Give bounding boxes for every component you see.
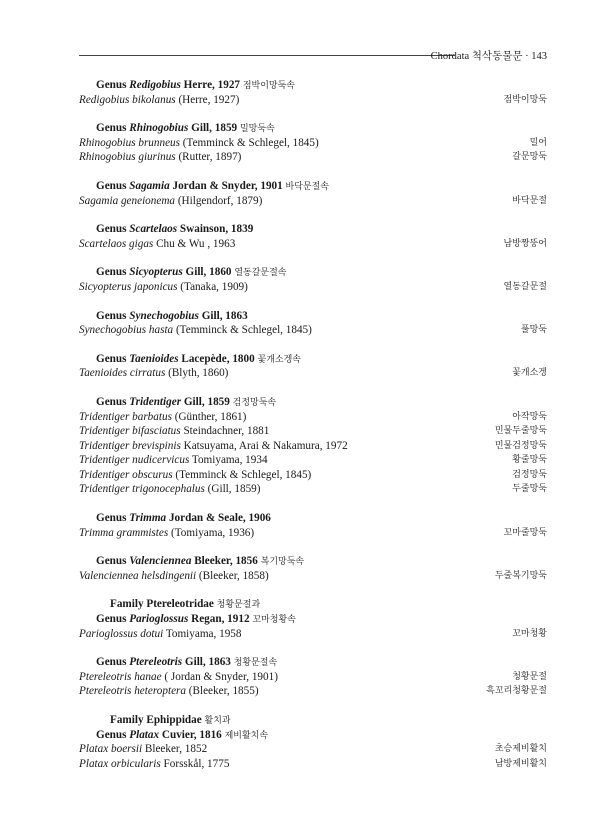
- species-name: Scartelaos gigas: [79, 237, 154, 250]
- species-korean-name: 꼬마청황: [512, 628, 547, 639]
- species-name: Redigobius bikolanus: [79, 93, 176, 106]
- species-korean-name: 바닥문절: [512, 195, 547, 206]
- species-korean-name: 꼬마줄망둑: [503, 527, 547, 538]
- species-name: Synechogobius hasta: [79, 324, 174, 337]
- family-name: Ephippidae: [146, 714, 202, 726]
- species-row: [79, 670, 547, 685]
- species-row: [79, 323, 547, 338]
- species-author: (Tanaka, 1909): [177, 280, 248, 293]
- genus-prefix: Genus: [96, 728, 130, 741]
- genus-prefix: Genus: [96, 122, 130, 135]
- species-korean-name: 검정망둑: [512, 469, 547, 480]
- species-korean-name: 두줄복기망둑: [494, 570, 547, 581]
- species-name: Rhinogobius brunneus: [79, 136, 180, 149]
- genus-name: Parioglossus: [129, 613, 189, 626]
- genus-name: Synechogobius: [129, 309, 199, 322]
- species-korean-name: 풀망둑: [520, 325, 547, 336]
- taxon-block: [79, 352, 547, 381]
- species-korean-name: 갈문망둑: [512, 152, 547, 163]
- species-korean-name: 밀어: [529, 137, 547, 148]
- genus-heading: [79, 352, 547, 367]
- species-author: Steindachner, 1881: [180, 425, 270, 438]
- genus-name: Rhinogobius: [129, 122, 189, 135]
- species-korean-name: 점박이망둑: [503, 94, 547, 105]
- genus-author: Bleeker, 1856: [191, 555, 258, 568]
- genus-heading: [79, 309, 547, 324]
- species-name: Tridentiger nudicervicus: [79, 454, 190, 467]
- genus-prefix: Genus: [96, 555, 130, 568]
- species-row: [79, 280, 547, 295]
- species-author: Chu & Wu , 1963: [153, 237, 236, 250]
- species-author: Tomiyama, 1934: [189, 454, 268, 467]
- taxon-block: [79, 121, 547, 165]
- species-author: (Rutter, 1897): [175, 151, 242, 164]
- genus-korean-name: 열동갈문절속: [234, 268, 287, 279]
- species-author: (Günther, 1861): [171, 410, 247, 423]
- genus-prefix: Genus: [96, 223, 130, 236]
- species-row: [79, 93, 547, 108]
- species-korean-name: 꽃개소겡: [512, 368, 547, 379]
- genus-heading: [79, 655, 547, 670]
- species-author: (Hilgendorf, 1879): [175, 194, 263, 207]
- species-row: [79, 627, 547, 642]
- species-name: Platax orbicularis: [79, 757, 161, 770]
- family-korean-name: 청황문절과: [216, 600, 261, 611]
- genus-author: Gill, 1863: [198, 309, 248, 322]
- genus-name: Sicyopterus: [129, 266, 183, 279]
- genus-heading: [79, 78, 547, 93]
- genus-author: Herre, 1927: [180, 79, 241, 91]
- genus-name: Valenciennea: [129, 555, 192, 568]
- genus-name: Taenioides: [129, 352, 179, 365]
- genus-author: Gill, 1860: [182, 266, 232, 279]
- species-row: [79, 742, 547, 757]
- species-korean-name: 열동갈문절: [503, 281, 547, 292]
- genus-korean-name: 검정망둑속: [232, 397, 277, 408]
- species-korean-name: 민물검정망둑: [494, 440, 547, 451]
- taxon-block: [79, 713, 547, 771]
- species-author: (Temminck & Schlegel, 1845): [180, 136, 319, 149]
- species-korean-name: 남방짱뚱어: [503, 238, 547, 249]
- species-name: Sicyopterus japonicus: [79, 280, 178, 293]
- species-name: Rhinogobius giurinus: [79, 151, 176, 164]
- taxon-block: [79, 511, 547, 540]
- genus-heading: [79, 554, 547, 569]
- family-korean-name: 활치과: [204, 716, 231, 726]
- species-author: Tomiyama, 1958: [163, 627, 242, 640]
- genus-author: Lacepède, 1800: [178, 352, 255, 365]
- species-korean-name: 두줄망둑: [512, 484, 547, 495]
- genus-korean-name: 복기망둑속: [260, 557, 305, 568]
- species-name: Trimma grammistes: [79, 526, 169, 539]
- genus-korean-name: 밀망둑속: [239, 124, 275, 135]
- species-author: (Temminck & Schlegel, 1845): [172, 468, 312, 481]
- species-name: Tridentiger trigonocephalus: [79, 483, 205, 496]
- family-heading: [79, 713, 547, 728]
- genus-heading: [79, 179, 547, 194]
- genus-name: Trimma: [129, 512, 167, 525]
- species-author: (Bleeker, 1858): [196, 569, 269, 582]
- genus-author: Jordan & Snyder, 1901: [169, 179, 283, 192]
- species-korean-name: 청황문절: [512, 671, 547, 682]
- species-name: Tridentiger brevispinis: [79, 439, 181, 452]
- page-header: [79, 44, 547, 64]
- taxon-block: [79, 265, 547, 294]
- genus-prefix: Genus: [96, 656, 130, 669]
- genus-prefix: Genus: [96, 512, 130, 525]
- species-row: [79, 366, 547, 381]
- species-name: Ptereleotris heteroptera: [79, 685, 186, 698]
- species-author: (Bleeker, 1855): [185, 685, 259, 698]
- family-prefix: Family: [110, 598, 147, 611]
- genus-heading: [79, 121, 547, 136]
- species-author: Forsskål, 1775: [160, 757, 230, 770]
- genus-prefix: Genus: [96, 352, 130, 365]
- species-row: [79, 439, 547, 454]
- species-name: Taenioides cirratus: [79, 367, 166, 380]
- species-row: [79, 569, 547, 584]
- taxon-block: [79, 597, 547, 641]
- species-author: Katsuyama, Arai & Nakamura, 1972: [180, 439, 348, 452]
- genus-heading: [79, 395, 547, 410]
- species-row: [79, 684, 547, 699]
- taxon-block: [79, 655, 547, 699]
- genus-name: Platax: [129, 728, 160, 741]
- species-name: Tridentiger obscurus: [79, 468, 173, 481]
- species-author: (Herre, 1927): [175, 93, 240, 106]
- species-row: [79, 453, 547, 468]
- species-row: [79, 468, 547, 483]
- genus-heading: [79, 222, 547, 237]
- species-korean-name: 흑꼬리청황문절: [486, 686, 547, 697]
- species-korean-name: 황줄망둑: [512, 455, 547, 466]
- genus-author: Cuvier, 1816: [159, 728, 222, 741]
- species-name: Parioglossus dotui: [79, 627, 164, 640]
- species-row: [79, 482, 547, 497]
- genus-author: Gill, 1859: [181, 395, 230, 408]
- taxon-block: [79, 554, 547, 583]
- genus-name: Tridentiger: [129, 395, 182, 408]
- species-korean-name: 아작망둑: [512, 411, 547, 422]
- species-name: Sagamia geneionema: [79, 194, 176, 207]
- genus-prefix: Genus: [96, 309, 130, 322]
- species-korean-name: 민물두줄망둑: [494, 426, 547, 437]
- species-author: (Gill, 1859): [204, 483, 261, 496]
- genus-korean-name: 꼬마청황속: [252, 615, 296, 626]
- genus-author: Regan, 1912: [188, 613, 250, 626]
- genus-name: Ptereleotris: [129, 656, 183, 669]
- genus-korean-name: 청황문절속: [233, 658, 278, 669]
- species-name: Tridentiger barbatus: [79, 410, 172, 423]
- genus-prefix: Genus: [96, 613, 130, 626]
- genus-author: Swainson, 1839: [177, 223, 254, 236]
- genus-korean-name: 제비활치속: [224, 730, 269, 741]
- genus-prefix: Genus: [96, 79, 130, 91]
- taxon-block: [79, 395, 547, 497]
- genus-prefix: Genus: [96, 395, 130, 408]
- species-row: [79, 757, 547, 772]
- genus-korean-name: 점박이망둑속: [242, 81, 295, 91]
- genus-korean-name: 바닥문절속: [285, 181, 330, 192]
- taxon-block: [79, 78, 547, 107]
- species-korean-name: 남방제비활치: [494, 758, 547, 769]
- genus-author: Gill, 1859: [188, 122, 238, 135]
- genus-name: Redigobius: [129, 79, 181, 91]
- species-author: (Tomiyama, 1936): [168, 526, 255, 539]
- genus-heading: [79, 511, 547, 526]
- genus-author: Gill, 1863: [182, 656, 231, 669]
- species-row: [79, 424, 547, 439]
- genus-name: Scartelaos: [129, 223, 178, 236]
- species-row: [79, 136, 547, 151]
- species-row: [79, 526, 547, 541]
- species-row: [79, 150, 547, 165]
- genus-author: Jordan & Seale, 1906: [166, 512, 271, 525]
- genus-name: Sagamia: [129, 179, 170, 192]
- genus-heading: [79, 728, 547, 743]
- taxon-block: [79, 309, 547, 338]
- species-author: (Blyth, 1860): [165, 367, 229, 380]
- species-name: Tridentiger bifasciatus: [79, 425, 181, 438]
- species-row: [79, 410, 547, 425]
- species-row: [79, 237, 547, 252]
- taxon-block: [79, 179, 547, 208]
- species-author: ( Jordan & Snyder, 1901): [161, 670, 278, 683]
- genus-heading: [79, 612, 547, 627]
- family-name: Ptereleotridae: [146, 598, 214, 611]
- species-name: Platax boersii: [79, 743, 143, 756]
- family-prefix: Family: [110, 714, 147, 726]
- taxon-list: [79, 78, 547, 785]
- species-korean-name: 초승제비활치: [494, 744, 547, 755]
- genus-prefix: Genus: [96, 179, 130, 192]
- taxon-block: [79, 222, 547, 251]
- genus-prefix: Genus: [96, 266, 130, 279]
- family-heading: [79, 597, 547, 612]
- genus-korean-name: 꽃개소겡속: [257, 354, 301, 365]
- header-rule: [79, 55, 455, 56]
- species-author: Bleeker, 1852: [142, 743, 208, 756]
- species-name: Valenciennea helsdingenii: [79, 569, 197, 582]
- species-name: Ptereleotris hanae: [79, 670, 162, 683]
- running-head: Chordata 척삭동물문 · 143: [430, 51, 547, 62]
- species-author: (Temminck & Schlegel, 1845): [173, 324, 312, 337]
- genus-heading: [79, 265, 547, 280]
- species-row: [79, 194, 547, 209]
